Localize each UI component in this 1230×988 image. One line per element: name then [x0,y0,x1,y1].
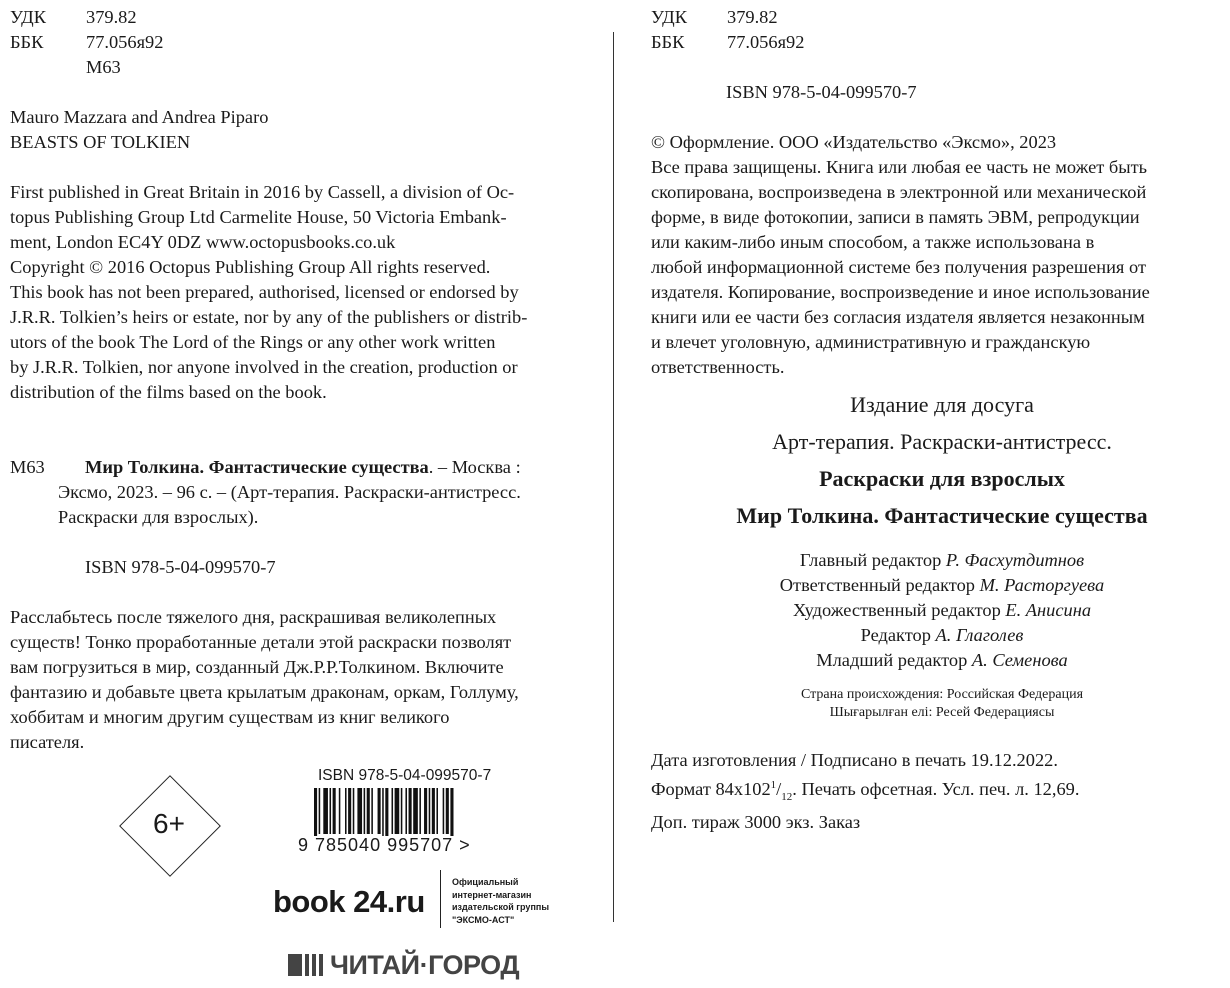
book24-note-line: "ЭКСМО-АСТ" [452,914,515,925]
copyright-line: by J.R.R. Tolkien, nor anyone involved in the creation, production or [10,357,518,377]
barcode-bar [450,788,453,836]
barcode-bar [413,788,418,834]
right-page [616,0,1230,988]
barcode-bar [405,788,407,834]
barcode-bar [339,788,341,834]
bbk-value: 77.056я92 [86,32,164,52]
barcode-bar [371,788,373,834]
annotation-line: существ! Тонко проработанные детали этой раскраски позволят [10,632,512,652]
bbk-row [651,30,804,55]
original-title: BEASTS OF TOLKIEN [10,132,191,152]
barcode-bar [424,788,427,834]
catalog-card-line: Раскраски для взрослых). [58,507,259,527]
barcode-bar [367,788,370,834]
annotation [10,605,590,755]
book24-divider [440,870,441,928]
copyright-line: J.R.R. Tolkien’s heirs or estate, nor by any of the publishers or distrib- [10,307,528,327]
annotation-line: Расслабьтесь после тяжелого дня, раскрашивая великолепных [10,607,497,627]
barcode-bar [378,788,381,834]
barcode-bar [314,788,317,836]
origin-ru: Страна происхождения: Российская Федерация [800,687,1084,702]
barcode-bar [357,788,362,834]
book24-note-line: интернет-магазин [452,889,532,900]
author-mark: М63 [86,57,121,77]
rights-line: любой информационной системе без получения разрешения от [651,257,1146,277]
rights-line: форме, в виде фотокопии, записи в память ЭВМ, репродукции [651,207,1140,227]
barcode-isbn: ISBN 978-5-04-099570-7 [318,767,492,784]
chitai-gorod-logo [288,950,519,980]
edition-block [616,390,1230,531]
editor-role: Художественный редактор [792,600,1001,620]
barcode-bar [446,788,449,834]
barcode-digits: 9 785040 995707 > [298,835,471,855]
rights-line: ответственность. [651,357,785,377]
editor-row [616,648,1230,673]
barcode-bar [319,788,321,834]
editor-row [616,573,1230,598]
copyright-notice [10,180,590,405]
barcode-bar [395,788,400,834]
bbk-row [10,30,163,55]
editor-name: М. Расторгуева [979,575,1105,595]
editor-role: Редактор [860,625,931,645]
format-rest: . Печать офсетная. Усл. печ. л. 12,69. [792,779,1080,800]
format-prefix: Формат 84х102 [651,779,771,800]
original-edition-info [10,105,590,155]
barcode-bar [330,788,332,834]
copyright-line: utors of the book The Lord of the Rings or any other work written [10,332,496,352]
barcode-bar [429,788,431,834]
catalog-card-mark: М63 [10,457,45,477]
page-divider [613,32,614,922]
edition-type: Издание для досуга [850,392,1034,417]
barcode-bar [409,788,412,834]
barcode-bar [364,788,366,834]
catalog-card [10,455,600,580]
rights-line: и влечет уголовную, административную и гражданскую [651,332,1091,352]
chitai-gorod-book-icon [288,954,328,976]
editor-name: Р. Фасхутдитнов [945,550,1085,570]
barcode-bar [401,788,403,834]
barcode-bar [345,788,347,834]
barcode-bar [333,788,336,834]
udk-label: УДК [10,7,46,27]
annotation-line: писателя. [10,732,85,752]
origin-block [616,686,1230,722]
barcode-bar [348,788,351,834]
editor-role: Главный редактор [799,550,942,570]
annotation-line: фантазию и добавьте цвета крылатым драконам, оркам, Голлуму, [10,682,519,702]
author-mark-row [10,55,163,80]
rights-line: книги или ее части без согласия издателя является незаконным [651,307,1145,327]
copyright-line: distribution of the films based on the book. [10,382,327,402]
book24-note-line: Официальный [452,877,519,887]
udk-label: УДК [651,7,687,27]
rights-notice [651,130,1150,380]
bbk-label: ББК [10,32,44,52]
rights-line: © Оформление. ООО «Издательство «Эксмо», 2023 [651,132,1057,152]
barcode-bar [382,788,384,836]
rights-line: скопирована, воспроизведена в электронной или механической [651,182,1147,202]
barcode-bar [443,788,445,834]
editor-name: А. Глаголев [935,625,1024,645]
bbk-label: ББК [651,32,685,52]
catalog-card-title-rest: . – Москва : [428,457,521,477]
rights-line: Все права защищены. Книга или любая ее часть не может быть [651,157,1148,177]
rights-line: издателя. Копирование, воспроизведение и иное использование [651,282,1150,302]
catalog-card-isbn: ISBN 978-5-04-099570-7 [85,557,276,577]
editor-name: Е. Анисина [1005,600,1092,620]
circulation: Доп. тираж 3000 экз. Заказ [651,811,861,832]
book24-logo: book 24.ru [273,884,425,919]
rights-line: или каким-либо иным способом, а также использована в [651,232,1095,252]
editor-row [616,598,1230,623]
subseries-name: Раскраски для взрослых [819,466,1065,491]
left-page [0,0,612,988]
barcode-bar [432,788,435,834]
format-line [651,773,1079,810]
book24-note-line: издательской группы [452,902,550,912]
barcode-bar [385,788,388,836]
isbn-right: ISBN 978-5-04-099570-7 [726,82,917,102]
editor-role: Ответственный редактор [779,575,975,595]
barcode-icon [314,788,504,836]
print-info [651,748,1079,835]
original-authors: Mauro Mazzara and Andrea Piparo [10,107,269,127]
age-rating-label: 6+ [153,808,185,839]
book24-note [452,876,549,926]
barcode-bar [323,788,328,834]
format-sup: 1 [770,779,777,791]
series-name: Арт-терапия. Раскраски-антистресс. [772,429,1112,454]
copyright-line: This book has not been prepared, authorised, licensed or endorsed by [10,282,519,302]
copyright-line: ment, London EC4Y 0DZ www.octopusbooks.co.uk [10,232,396,252]
origin-kz: Шығарылған елі: Ресей Федерациясы [829,705,1055,720]
classification-codes [10,5,163,80]
catalog-card-title: Мир Толкина. Фантастические существа [85,457,429,477]
editor-row [616,548,1230,573]
udk-value: 379.82 [86,7,137,27]
udk-row [10,5,163,30]
copyright-line: First published in Great Britain in 2016 by Cassell, a division of Oc- [10,182,515,202]
udk-row [651,5,804,30]
print-date: Дата изготовления / Подписано в печать 19.12.2022. [651,750,1058,770]
annotation-line: вам погрузиться в мир, созданный Дж.Р.Р.Толкином. Включите [10,657,504,677]
classification-codes-right [651,5,804,55]
book-title: Мир Толкина. Фантастические существа [736,503,1148,528]
barcode-bar [353,788,355,834]
chitai-gorod-text: ЧИТАЙ·ГОРОД [330,950,520,980]
barcode-bar [419,788,421,834]
format-sub: 12 [781,790,793,803]
format-slash: / [776,779,782,800]
editor-row [616,623,1230,648]
annotation-line: хоббитам и многим другим существам из книг великого [10,707,450,727]
barcode-bar [436,788,438,834]
catalog-card-line [10,455,600,480]
editors-list [616,548,1230,673]
editor-role: Младший редактор [816,650,968,670]
udk-value: 379.82 [727,7,778,27]
catalog-card-line: Эксмо, 2023. – 96 с. – (Арт-терапия. Раскраски-антистресс. [58,482,521,502]
copyright-line: Copyright © 2016 Octopus Publishing Group All rights reserved. [10,257,491,277]
copyright-line: topus Publishing Group Ltd Carmelite House, 50 Victoria Embank- [10,207,507,227]
barcode-bar [392,788,394,834]
bbk-value: 77.056я92 [727,32,805,52]
editor-name: А. Семенова [971,650,1068,670]
